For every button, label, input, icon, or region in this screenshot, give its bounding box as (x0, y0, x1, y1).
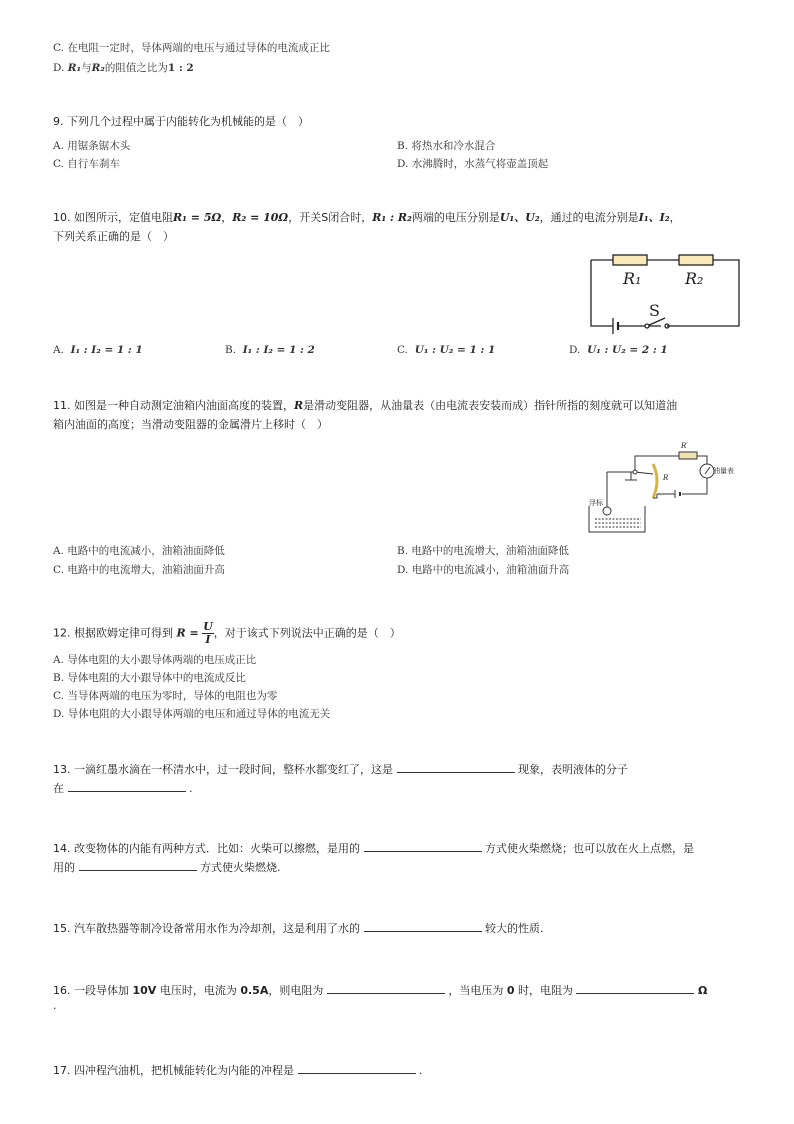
q8-option-d-letter: D. (53, 62, 65, 74)
q10-option-a (53, 344, 143, 356)
q8-mid: 与 (81, 62, 92, 74)
q16-line1 (53, 981, 707, 998)
q11-option-b: B. 电路中的电流增大，油箱油面降低 (397, 545, 569, 557)
q10-sep: ， (221, 211, 233, 224)
q10-r1-value: R₁ = 5Ω (173, 211, 222, 224)
q11-label-r: R (663, 474, 669, 482)
q9-option-d: D. 水沸腾时，水蒸气将壶盖顶起 (397, 158, 549, 170)
q10-option-c-math: U₁ : U₂ = 1 : 1 (414, 344, 496, 356)
q11-label-meter: 油量表 (713, 467, 734, 475)
q17-text-a: 17. 四冲程汽油机，把机械能转化为内能的冲程是 (53, 1064, 294, 1077)
q10-text-d: ，通过的电流分别是 (539, 211, 639, 224)
q12-option-d: D. 导体电阻的大小跟导体两端的电压和通过导体的电流无关 (53, 708, 331, 720)
q10-circuit-diagram (585, 250, 745, 334)
q16-voltage: 10V (132, 984, 157, 997)
q9-option-c: C. 自行车刹车 (53, 158, 120, 170)
q11-option-d: D. 电路中的电流减小，油箱油面升高 (397, 564, 570, 576)
q13-text-c: 在 (53, 782, 64, 795)
q16-text-c: ，则电阻为 (268, 984, 324, 997)
q13-blank-1[interactable] (397, 760, 515, 773)
q16-current: 0.5A (240, 984, 269, 997)
q10-text-a: 10. 如图所示，定值电阻 (53, 211, 173, 224)
q10-text-b: ，开关S闭合时， (288, 211, 373, 224)
q17-line (53, 1061, 423, 1078)
q10-option-c (397, 344, 495, 356)
q13-text-a: 13. 一滴红墨水滴在一杯清水中，过一段时间，整杯水都变红了，这是 (53, 763, 393, 776)
q10-ratio: R₁ : R₂ (372, 211, 412, 224)
q10-option-c-letter: C. (397, 344, 408, 356)
q11-option-a: A. 电路中的电流减小，油箱油面降低 (53, 545, 225, 557)
q8-option-c: C. 在电阻一定时，导体两端的电压与通过导体的电流成正比 (53, 42, 330, 54)
q8-r2: R₂ (91, 62, 105, 74)
q10-stem-line1 (53, 209, 681, 225)
q12-numerator: U (203, 620, 213, 633)
q10-option-d-letter: D. (569, 344, 581, 356)
q12-fraction (202, 621, 214, 646)
q10-option-a-math: I₁ : I₂ = 1 : 1 (70, 344, 143, 356)
q14-text-a: 14. 改变物体的内能有两种方式．比如：火柴可以擦燃，是用的 (53, 842, 360, 855)
q9-option-a: A. 用锯条锯木头 (53, 140, 131, 152)
q11-oil-gauge-diagram (585, 436, 745, 536)
q14-blank-1[interactable] (364, 839, 482, 852)
q11-stem-line1 (53, 397, 677, 413)
q10-option-b-letter: B. (225, 344, 237, 356)
q8-mid2: 的阻值之比为 (104, 62, 168, 74)
q15-line (53, 919, 544, 936)
q10-label-r2: R₂ (685, 269, 704, 288)
q9-option-b: B. 将热水和冷水混合 (397, 140, 496, 152)
q14-line2 (53, 858, 281, 875)
q12-option-a: A. 导体电阻的大小跟导体两端的电压成正比 (53, 654, 257, 666)
q15-text-a: 15. 汽车散热器等制冷设备常用水作为冷却剂，这是利用了水的 (53, 922, 360, 935)
q16-blank-2[interactable] (576, 981, 694, 994)
q10-voltages: U₁、U₂ (499, 211, 540, 224)
q10-option-d-math: U₁ : U₂ = 2 : 1 (587, 344, 668, 356)
q16-zero: 0 (506, 984, 515, 997)
q10-option-b-math: I₁ : I₂ = 1 : 2 (242, 344, 315, 356)
q15-blank[interactable] (364, 919, 482, 932)
q9-stem: 9. 下列几个过程中属于内能转化为机械能的是（ ） (53, 115, 309, 128)
q12-denominator: I (205, 633, 211, 646)
q12-text-b: ，对于该式下列说法中正确的是（ ） (213, 626, 401, 640)
q16-text-e: 时，电阻为 (517, 984, 573, 997)
q10-label-r1: R₁ (623, 269, 642, 288)
q14-text-b: 方式使火柴燃烧；也可以放在火上点燃，是 (485, 842, 694, 855)
q12-option-b: B. 导体电阻的大小跟导体中的电流成反比 (53, 672, 246, 684)
q8-option-d (53, 60, 194, 75)
q16-unit: Ω (697, 984, 708, 997)
q12-text-a: 12. 根据欧姆定律可得到 (53, 626, 173, 640)
q17-blank[interactable] (298, 1061, 416, 1074)
q10-option-a-letter: A. (53, 344, 64, 356)
q16-blank-1[interactable] (327, 981, 445, 994)
q13-line1 (53, 760, 628, 777)
q14-blank-2[interactable] (79, 858, 197, 871)
q10-r2-value: R₂ = 10Ω (232, 211, 289, 224)
q14-line1 (53, 839, 694, 856)
q10-option-b (225, 344, 315, 356)
q13-text-b: 现象，表明液体的分子 (518, 763, 628, 776)
q11-label-rprime: R′ (681, 442, 688, 450)
q16-text-a: 16. 一段导体加 (53, 984, 129, 997)
q12-option-c: C. 当导体两端的电压为零时，导体的电阻也为零 (53, 690, 278, 702)
q11-r: R (294, 399, 304, 412)
q16-text-b: 电压时，电流为 (159, 984, 237, 997)
q15-text-b: 较大的性质. (485, 922, 544, 935)
q12-stem (53, 621, 401, 646)
q8-ratio: 1 : 2 (167, 62, 194, 74)
q17-text-b: . (419, 1064, 423, 1077)
q11-option-c: C. 电路中的电流增大，油箱油面升高 (53, 564, 225, 576)
q8-r1: R₁ (67, 62, 82, 74)
q10-option-d (569, 344, 668, 356)
q16-line2: . (53, 999, 57, 1012)
q13-blank-2[interactable] (68, 779, 186, 792)
q11-text-b: 是滑动变阻器，从油量表（由电流表安装而成）指针所指的刻度就可以知道油 (303, 399, 678, 412)
q16-text-d: ，当电压为 (448, 984, 504, 997)
q11-label-float: 浮标 (589, 499, 603, 507)
q10-text-c: 两端的电压分别是 (411, 211, 500, 224)
q14-text-c: 用的 (53, 861, 75, 874)
q12-eq-r: R = (176, 626, 199, 640)
q13-text-d: . (189, 782, 193, 795)
q10-currents: I₁、I₂ (638, 211, 670, 224)
q10-text-e: ， (669, 211, 681, 224)
q11-text-a: 11. 如图是一种自动测定油箱内油面高度的装置， (53, 399, 294, 412)
q14-text-d: 方式使火柴燃烧. (200, 861, 281, 874)
q10-label-s: S (649, 301, 660, 320)
q11-stem-line2: 箱内油面的高度；当滑动变阻器的金属滑片上移时（ ） (53, 418, 328, 431)
q13-line2 (53, 779, 193, 796)
q10-stem-line2: 下列关系正确的是（ ） (53, 230, 174, 243)
